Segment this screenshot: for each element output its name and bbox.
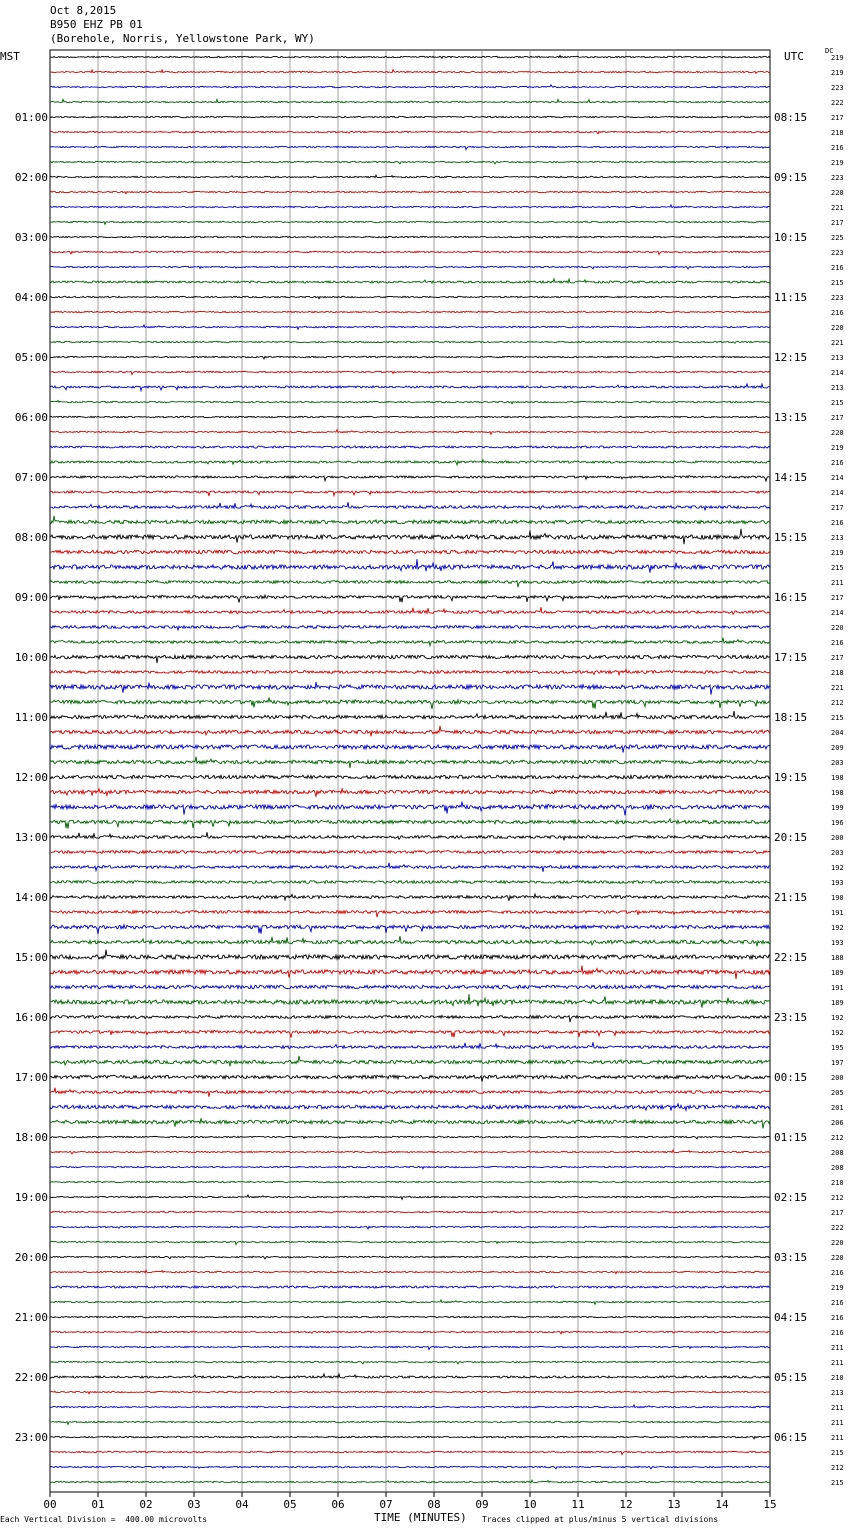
dc-value-label: 217 bbox=[831, 114, 844, 122]
x-tick-label: 12 bbox=[619, 1498, 633, 1511]
dc-value-label: 192 bbox=[831, 1014, 844, 1022]
seismic-trace bbox=[50, 1300, 770, 1305]
seismic-trace bbox=[50, 279, 770, 283]
dc-value-label: 198 bbox=[831, 774, 844, 782]
dc-value-label: 219 bbox=[831, 159, 844, 167]
seismic-trace bbox=[50, 1088, 770, 1097]
dc-value-label: 217 bbox=[831, 594, 844, 602]
footer-clip-note: Traces clipped at plus/minus 5 vertical divisions bbox=[482, 1515, 719, 1524]
right-hour-label: 12:15 bbox=[774, 351, 808, 364]
x-tick-label: 01 bbox=[91, 1498, 105, 1511]
left-hour-label: 22:00 bbox=[14, 1371, 48, 1384]
left-hour-label: 09:00 bbox=[14, 591, 48, 604]
dc-value-label: 215 bbox=[831, 564, 844, 572]
dc-value-label: 210 bbox=[831, 1179, 844, 1187]
x-tick-label: 14 bbox=[715, 1498, 729, 1511]
seismic-trace bbox=[50, 529, 770, 544]
left-hour-label: 05:00 bbox=[14, 351, 48, 364]
dc-value-label: 216 bbox=[831, 519, 844, 527]
dc-value-label: 220 bbox=[831, 1254, 844, 1262]
dc-value-label: 208 bbox=[831, 1149, 844, 1157]
right-hour-label: 20:15 bbox=[774, 831, 808, 844]
dc-column-label: DC bbox=[825, 47, 834, 55]
seismic-trace bbox=[50, 296, 770, 299]
x-tick-label: 09 bbox=[475, 1498, 489, 1511]
seismic-trace bbox=[50, 1118, 770, 1128]
dc-value-label: 217 bbox=[831, 1209, 844, 1217]
dc-value-label: 214 bbox=[831, 609, 844, 617]
dc-value-label: 217 bbox=[831, 219, 844, 227]
header-date: Oct 8,2015 bbox=[50, 4, 117, 17]
seismic-trace bbox=[50, 70, 770, 74]
dc-value-label: 213 bbox=[831, 534, 844, 542]
right-hour-label: 05:15 bbox=[774, 1371, 808, 1384]
dc-value-label: 216 bbox=[831, 1269, 844, 1277]
seismic-trace bbox=[50, 236, 770, 238]
x-tick-label: 15 bbox=[763, 1498, 777, 1511]
seismic-trace bbox=[50, 1316, 770, 1317]
seismic-trace bbox=[50, 491, 770, 496]
x-tick-label: 03 bbox=[187, 1498, 201, 1511]
dc-value-label: 211 bbox=[831, 1404, 844, 1412]
right-hour-label: 10:15 bbox=[774, 231, 808, 244]
seismic-trace bbox=[50, 1480, 770, 1483]
seismic-trace bbox=[50, 1466, 770, 1469]
dc-value-label: 206 bbox=[831, 1119, 844, 1127]
dc-value-label: 219 bbox=[831, 54, 844, 62]
dc-value-label: 199 bbox=[831, 804, 844, 812]
dc-value-label: 218 bbox=[831, 129, 844, 137]
left-hour-label: 19:00 bbox=[14, 1191, 48, 1204]
dc-value-label: 200 bbox=[831, 834, 844, 842]
x-tick-label: 13 bbox=[667, 1498, 681, 1511]
right-hour-label: 00:15 bbox=[774, 1071, 808, 1084]
dc-value-label: 223 bbox=[831, 249, 844, 257]
seismic-trace bbox=[50, 1181, 770, 1183]
seismic-trace bbox=[50, 802, 770, 816]
dc-value-label: 222 bbox=[831, 1224, 844, 1232]
footer-scale-note: Each Vertical Division = 400.00 microvolts bbox=[0, 1515, 208, 1524]
dc-value-label: 219 bbox=[831, 549, 844, 557]
dc-value-label: 212 bbox=[831, 1194, 844, 1202]
left-hour-label: 07:00 bbox=[14, 471, 48, 484]
dc-value-label: 212 bbox=[831, 1464, 844, 1472]
seismic-trace bbox=[50, 401, 770, 404]
seismic-trace bbox=[50, 1226, 770, 1229]
seismic-trace bbox=[50, 460, 770, 465]
x-tick-label: 06 bbox=[331, 1498, 345, 1511]
seismic-trace bbox=[50, 711, 770, 719]
dc-value-label: 211 bbox=[831, 579, 844, 587]
dc-value-label: 201 bbox=[831, 1104, 844, 1112]
seismic-trace bbox=[50, 1015, 770, 1022]
seismic-trace bbox=[50, 1331, 770, 1334]
dc-value-label: 216 bbox=[831, 309, 844, 317]
right-hour-label: 18:15 bbox=[774, 711, 808, 724]
seismic-trace bbox=[50, 205, 770, 208]
left-hour-label: 21:00 bbox=[14, 1311, 48, 1324]
x-axis-title: TIME (MINUTES) bbox=[374, 1511, 467, 1524]
dc-value-label: 220 bbox=[831, 1239, 844, 1247]
dc-value-label: 212 bbox=[831, 699, 844, 707]
seismic-trace bbox=[50, 116, 770, 117]
seismic-trace bbox=[50, 146, 770, 149]
dc-value-label: 190 bbox=[831, 894, 844, 902]
seismic-trace bbox=[50, 371, 770, 374]
dc-value-label: 216 bbox=[831, 1299, 844, 1307]
seismic-trace bbox=[50, 1361, 770, 1364]
dc-value-label: 215 bbox=[831, 714, 844, 722]
seismic-trace bbox=[50, 516, 770, 524]
seismic-trace bbox=[50, 1391, 770, 1394]
seismic-trace bbox=[50, 476, 770, 481]
dc-value-label: 214 bbox=[831, 474, 844, 482]
seismic-trace bbox=[50, 745, 770, 753]
dc-value-label: 212 bbox=[831, 1134, 844, 1142]
seismic-trace bbox=[50, 936, 770, 946]
dc-value-label: 225 bbox=[831, 234, 844, 242]
x-tick-label: 02 bbox=[139, 1498, 153, 1511]
seismic-trace bbox=[50, 1256, 770, 1259]
seismic-trace bbox=[50, 85, 770, 88]
left-hour-label: 23:00 bbox=[14, 1431, 48, 1444]
seismic-trace bbox=[50, 832, 770, 840]
seismic-trace bbox=[50, 356, 770, 359]
seismic-trace bbox=[50, 910, 770, 917]
dc-value-label: 205 bbox=[831, 1089, 844, 1097]
seismic-trace bbox=[50, 985, 770, 989]
seismic-trace bbox=[50, 819, 770, 829]
dc-value-label: 214 bbox=[831, 369, 844, 377]
left-hour-label: 20:00 bbox=[14, 1251, 48, 1264]
right-hour-label: 15:15 bbox=[774, 531, 808, 544]
seismic-trace bbox=[50, 788, 770, 796]
dc-value-label: 223 bbox=[831, 294, 844, 302]
dc-value-label: 217 bbox=[831, 654, 844, 662]
seismic-trace bbox=[50, 726, 770, 737]
right-hour-label: 22:15 bbox=[774, 951, 808, 964]
dc-value-label: 218 bbox=[831, 669, 844, 677]
seismic-trace bbox=[50, 1075, 770, 1081]
seismic-trace bbox=[50, 607, 770, 614]
dc-value-label: 191 bbox=[831, 909, 844, 917]
dc-value-label: 221 bbox=[831, 684, 844, 692]
seismic-trace bbox=[50, 175, 770, 178]
dc-value-label: 196 bbox=[831, 819, 844, 827]
dc-value-label: 193 bbox=[831, 879, 844, 887]
seismic-trace bbox=[50, 1136, 770, 1139]
seismic-trace bbox=[50, 1056, 770, 1067]
seismic-trace bbox=[50, 775, 770, 778]
seismic-trace bbox=[50, 266, 770, 269]
dc-value-label: 216 bbox=[831, 264, 844, 272]
right-hour-label: 16:15 bbox=[774, 591, 808, 604]
right-hour-label: 21:15 bbox=[774, 891, 808, 904]
left-hour-label: 14:00 bbox=[14, 891, 48, 904]
left-hour-label: 01:00 bbox=[14, 111, 48, 124]
dc-value-label: 191 bbox=[831, 984, 844, 992]
header-station: B950 EHZ PB 01 bbox=[50, 18, 143, 31]
right-hour-label: 06:15 bbox=[774, 1431, 808, 1444]
right-hour-label: 09:15 bbox=[774, 171, 808, 184]
left-hour-label: 11:00 bbox=[14, 711, 48, 724]
dc-value-label: 214 bbox=[831, 489, 844, 497]
seismic-trace bbox=[50, 502, 770, 510]
right-hour-label: 03:15 bbox=[774, 1251, 808, 1264]
dc-value-label: 192 bbox=[831, 924, 844, 932]
dc-value-label: 195 bbox=[831, 1044, 844, 1052]
seismic-trace bbox=[50, 325, 770, 330]
dc-value-label: 220 bbox=[831, 624, 844, 632]
seismic-trace bbox=[50, 1104, 770, 1111]
dc-value-label: 216 bbox=[831, 459, 844, 467]
right-hour-label: 14:15 bbox=[774, 471, 808, 484]
seismic-trace bbox=[50, 1346, 770, 1349]
right-timezone-label: UTC bbox=[784, 50, 804, 63]
right-hour-label: 08:15 bbox=[774, 111, 808, 124]
dc-value-label: 221 bbox=[831, 339, 844, 347]
seismic-trace bbox=[50, 894, 770, 901]
seismic-trace bbox=[50, 670, 770, 675]
dc-value-label: 216 bbox=[831, 1314, 844, 1322]
dc-value-label: 211 bbox=[831, 1359, 844, 1367]
dc-value-label: 223 bbox=[831, 174, 844, 182]
dc-value-label: 220 bbox=[831, 324, 844, 332]
dc-value-label: 215 bbox=[831, 1479, 844, 1487]
left-hour-label: 13:00 bbox=[14, 831, 48, 844]
seismic-trace bbox=[50, 850, 770, 853]
dc-value-label: 213 bbox=[831, 1389, 844, 1397]
dc-value-label: 200 bbox=[831, 1074, 844, 1082]
seismic-trace bbox=[50, 757, 770, 768]
right-hour-label: 02:15 bbox=[774, 1191, 808, 1204]
seismic-trace bbox=[50, 384, 770, 391]
seismic-trace bbox=[50, 251, 770, 254]
seismic-trace bbox=[50, 559, 770, 573]
seismic-trace bbox=[50, 925, 770, 934]
seismic-trace bbox=[50, 863, 770, 872]
seismic-trace bbox=[50, 131, 770, 134]
right-hour-label: 13:15 bbox=[774, 411, 808, 424]
seismic-trace bbox=[50, 1286, 770, 1288]
dc-value-label: 198 bbox=[831, 789, 844, 797]
dc-value-label: 197 bbox=[831, 1059, 844, 1067]
dc-value-label: 215 bbox=[831, 279, 844, 287]
dc-value-label: 221 bbox=[831, 204, 844, 212]
dc-value-label: 208 bbox=[831, 1164, 844, 1172]
seismic-trace bbox=[50, 1150, 770, 1154]
seismic-trace bbox=[50, 550, 770, 554]
dc-value-label: 216 bbox=[831, 1329, 844, 1337]
seismic-trace bbox=[50, 966, 770, 980]
right-hour-label: 11:15 bbox=[774, 291, 808, 304]
left-hour-label: 15:00 bbox=[14, 951, 48, 964]
dc-value-label: 193 bbox=[831, 939, 844, 947]
left-hour-label: 03:00 bbox=[14, 231, 48, 244]
dc-value-label: 220 bbox=[831, 429, 844, 437]
right-hour-label: 01:15 bbox=[774, 1131, 808, 1144]
dc-value-label: 204 bbox=[831, 729, 844, 737]
seismic-trace bbox=[50, 595, 770, 602]
left-hour-label: 02:00 bbox=[14, 171, 48, 184]
seismic-trace bbox=[50, 698, 770, 709]
seismic-trace bbox=[50, 430, 770, 435]
dc-value-label: 219 bbox=[831, 1284, 844, 1292]
dc-value-label: 189 bbox=[831, 969, 844, 977]
dc-value-label: 203 bbox=[831, 759, 844, 767]
seismic-trace bbox=[50, 99, 770, 102]
x-tick-label: 08 bbox=[427, 1498, 441, 1511]
x-tick-label: 10 bbox=[523, 1498, 537, 1511]
seismic-trace bbox=[50, 1195, 770, 1200]
dc-value-label: 188 bbox=[831, 954, 844, 962]
dc-value-label: 189 bbox=[831, 999, 844, 1007]
dc-value-label: 220 bbox=[831, 189, 844, 197]
dc-value-label: 216 bbox=[831, 144, 844, 152]
seismic-trace bbox=[50, 580, 770, 587]
seismic-trace bbox=[50, 416, 770, 418]
left-hour-label: 06:00 bbox=[14, 411, 48, 424]
seismic-trace bbox=[50, 655, 770, 663]
x-tick-label: 04 bbox=[235, 1498, 249, 1511]
seismic-trace bbox=[50, 1270, 770, 1274]
left-hour-label: 08:00 bbox=[14, 531, 48, 544]
seismic-trace bbox=[50, 994, 770, 1008]
dc-value-label: 211 bbox=[831, 1434, 844, 1442]
seismic-trace bbox=[50, 1436, 770, 1439]
left-hour-label: 17:00 bbox=[14, 1071, 48, 1084]
left-hour-label: 04:00 bbox=[14, 291, 48, 304]
seismic-trace bbox=[50, 625, 770, 630]
seismic-trace bbox=[50, 1374, 770, 1378]
dc-value-label: 219 bbox=[831, 69, 844, 77]
right-hour-label: 17:15 bbox=[774, 651, 808, 664]
seismic-trace bbox=[50, 1405, 770, 1408]
seismic-trace bbox=[50, 881, 770, 884]
dc-value-label: 216 bbox=[831, 639, 844, 647]
dc-value-label: 192 bbox=[831, 864, 844, 872]
dc-value-label: 211 bbox=[831, 1344, 844, 1352]
left-timezone-label: MST bbox=[0, 50, 20, 63]
seismic-trace bbox=[50, 950, 770, 960]
seismic-trace bbox=[50, 638, 770, 646]
seismic-trace bbox=[50, 311, 770, 312]
seismic-trace bbox=[50, 1030, 770, 1037]
seismic-trace bbox=[50, 55, 770, 58]
dc-value-label: 213 bbox=[831, 354, 844, 362]
seismic-trace bbox=[50, 1241, 770, 1244]
right-hour-label: 04:15 bbox=[774, 1311, 808, 1324]
seismic-trace bbox=[50, 191, 770, 194]
seismic-trace bbox=[50, 341, 770, 343]
dc-value-label: 192 bbox=[831, 1029, 844, 1037]
dc-value-label: 222 bbox=[831, 99, 844, 107]
dc-value-label: 223 bbox=[831, 84, 844, 92]
seismic-trace bbox=[50, 1211, 770, 1212]
dc-value-label: 211 bbox=[831, 1419, 844, 1427]
left-hour-label: 12:00 bbox=[14, 771, 48, 784]
dc-value-label: 213 bbox=[831, 384, 844, 392]
seismic-trace bbox=[50, 221, 770, 224]
x-tick-label: 11 bbox=[571, 1498, 585, 1511]
seismic-trace bbox=[50, 682, 770, 695]
seismic-trace bbox=[50, 1042, 770, 1048]
x-tick-label: 07 bbox=[379, 1498, 393, 1511]
right-hour-label: 23:15 bbox=[774, 1011, 808, 1024]
dc-value-label: 203 bbox=[831, 849, 844, 857]
seismic-trace bbox=[50, 1451, 770, 1454]
right-hour-label: 19:15 bbox=[774, 771, 808, 784]
left-hour-label: 18:00 bbox=[14, 1131, 48, 1144]
left-hour-label: 16:00 bbox=[14, 1011, 48, 1024]
dc-value-label: 219 bbox=[831, 444, 844, 452]
dc-value-label: 215 bbox=[831, 399, 844, 407]
dc-value-label: 210 bbox=[831, 1374, 844, 1382]
seismic-trace bbox=[50, 446, 770, 448]
dc-value-label: 215 bbox=[831, 1449, 844, 1457]
x-tick-label: 05 bbox=[283, 1498, 297, 1511]
dc-value-label: 217 bbox=[831, 504, 844, 512]
dc-value-label: 217 bbox=[831, 414, 844, 422]
seismic-trace bbox=[50, 161, 770, 164]
dc-value-label: 209 bbox=[831, 744, 844, 752]
header-location: (Borehole, Norris, Yellowstone Park, WY) bbox=[50, 32, 315, 45]
left-hour-label: 10:00 bbox=[14, 651, 48, 664]
x-tick-label: 00 bbox=[43, 1498, 57, 1511]
seismic-trace bbox=[50, 1166, 770, 1168]
seismic-trace bbox=[50, 1421, 770, 1424]
